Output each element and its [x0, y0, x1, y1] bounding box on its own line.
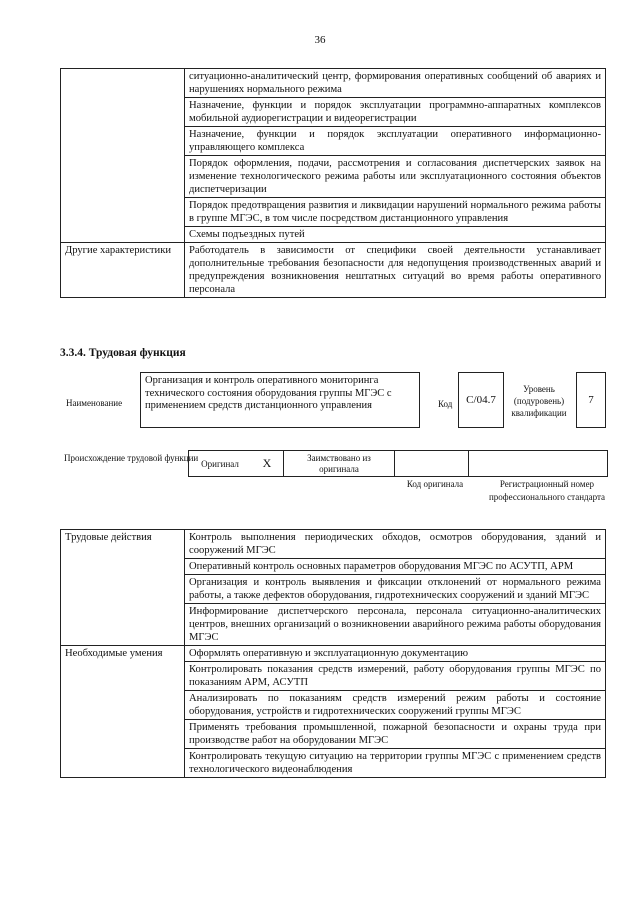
- level-label: Уровень (подуровень) квалификации: [511, 384, 567, 418]
- row-label-actions: Трудовые действия: [61, 530, 185, 646]
- code-label: Код: [438, 399, 453, 409]
- table-row: [61, 646, 606, 662]
- row-label: [61, 69, 185, 243]
- table-cell: Порядок предотвращения развития и ликвидации нарушений нормального режима работы в группе МГЭС, в том числе посредством дистанционного управления: [185, 198, 606, 227]
- code-value: С/04.7: [458, 372, 504, 428]
- table-cell: Оперативный контроль основных параметров оборудования МГЭС по АСУТП, АРМ: [185, 559, 606, 575]
- row-label-other: Другие характеристики: [61, 243, 185, 298]
- registration-number-cell: [469, 451, 608, 477]
- table-row: [61, 243, 606, 298]
- table-cell: Схемы подъездных путей: [185, 227, 606, 243]
- original-code-caption: Код оригинала: [406, 479, 464, 489]
- original-code-cell: [395, 451, 469, 477]
- table-cell: Порядок оформления, подачи, рассмотрения и согласования диспетчерских заявок на изменение технологического режима работы или эксплуатационного состояния объектов диспетчеризации: [185, 156, 606, 198]
- origin-table: [188, 450, 608, 477]
- table-cell: Работодатель в зависимости от специфики своей деятельности устанавливает дополнительные требования безопасности для недопущения производственных аварий и предупреждения возникновения нештатных ситуаций во время работы оперативного персонала: [185, 243, 606, 298]
- table-cell: Контролировать текущую ситуацию на территории группы МГЭС с применением средств технологического видеонаблюдения: [185, 749, 606, 778]
- table-cell: Организация и контроль выявления и фиксации отклонений от нормального режима работы, а также дефектов оборудования, гидротехнических сооружений и зданий МГЭС: [185, 575, 606, 604]
- table-cell: ситуационно-аналитический центр, формирования оперативных сообщений об авариях и нарушениях нормального режима: [185, 69, 606, 98]
- original-label: Оригинал: [189, 451, 252, 477]
- table-row: [61, 69, 606, 98]
- table-cell: Оформлять оперативную и эксплуатационную документацию: [185, 646, 606, 662]
- table-cell: Анализировать по показаниям средств измерений режим работы и состояние оборудования, устройств и гидротехнических сооружений группы МГЭС: [185, 691, 606, 720]
- origin-block: [60, 450, 612, 520]
- table-cell: Информирование диспетчерского персонала, персонала ситуационно-аналитических центров, внешних организаций о возникновении аварийного режима работы оборудования МГЭС: [185, 604, 606, 646]
- table-row: [61, 530, 606, 559]
- page-number: 36: [314, 34, 326, 46]
- section-title: 3.3.4. Трудовая функция: [60, 347, 186, 359]
- knowledge-table: [60, 68, 606, 298]
- level-value: 7: [576, 372, 606, 428]
- origin-label: Происхождение трудовой функции: [64, 453, 199, 463]
- table-cell: Контроль выполнения периодических обходов, осмотров оборудования, зданий и сооружений МГЭС: [185, 530, 606, 559]
- function-header: [60, 368, 612, 438]
- borrowed-label: Заимствовано из оригинала: [284, 451, 395, 477]
- table-cell: Назначение, функции и порядок эксплуатации оперативного информационно-управляющего комплекса: [185, 127, 606, 156]
- original-mark: X: [251, 451, 284, 477]
- row-label-skills: Необходимые умения: [61, 646, 185, 778]
- table-cell: Контролировать показания средств измерений, работу оборудования группы МГЭС по показаниям АРМ, АСУТП: [185, 662, 606, 691]
- table-cell: Назначение, функции и порядок эксплуатации программно-аппаратных комплексов мобильной аудиорегистрации и видеорегистрации: [185, 98, 606, 127]
- actions-skills-table: [60, 529, 606, 778]
- name-label: Наименование: [66, 398, 123, 408]
- table-cell: Применять требования промышленной, пожарной безопасности и охраны труда при производстве работ на оборудовании МГЭС: [185, 720, 606, 749]
- name-value: Организация и контроль оперативного мониторинга технического состояния оборудования группы МГЭС с применением средств дистанционного управления: [140, 372, 420, 428]
- registration-caption: Регистрационный номер профессионального стандарта: [488, 479, 606, 502]
